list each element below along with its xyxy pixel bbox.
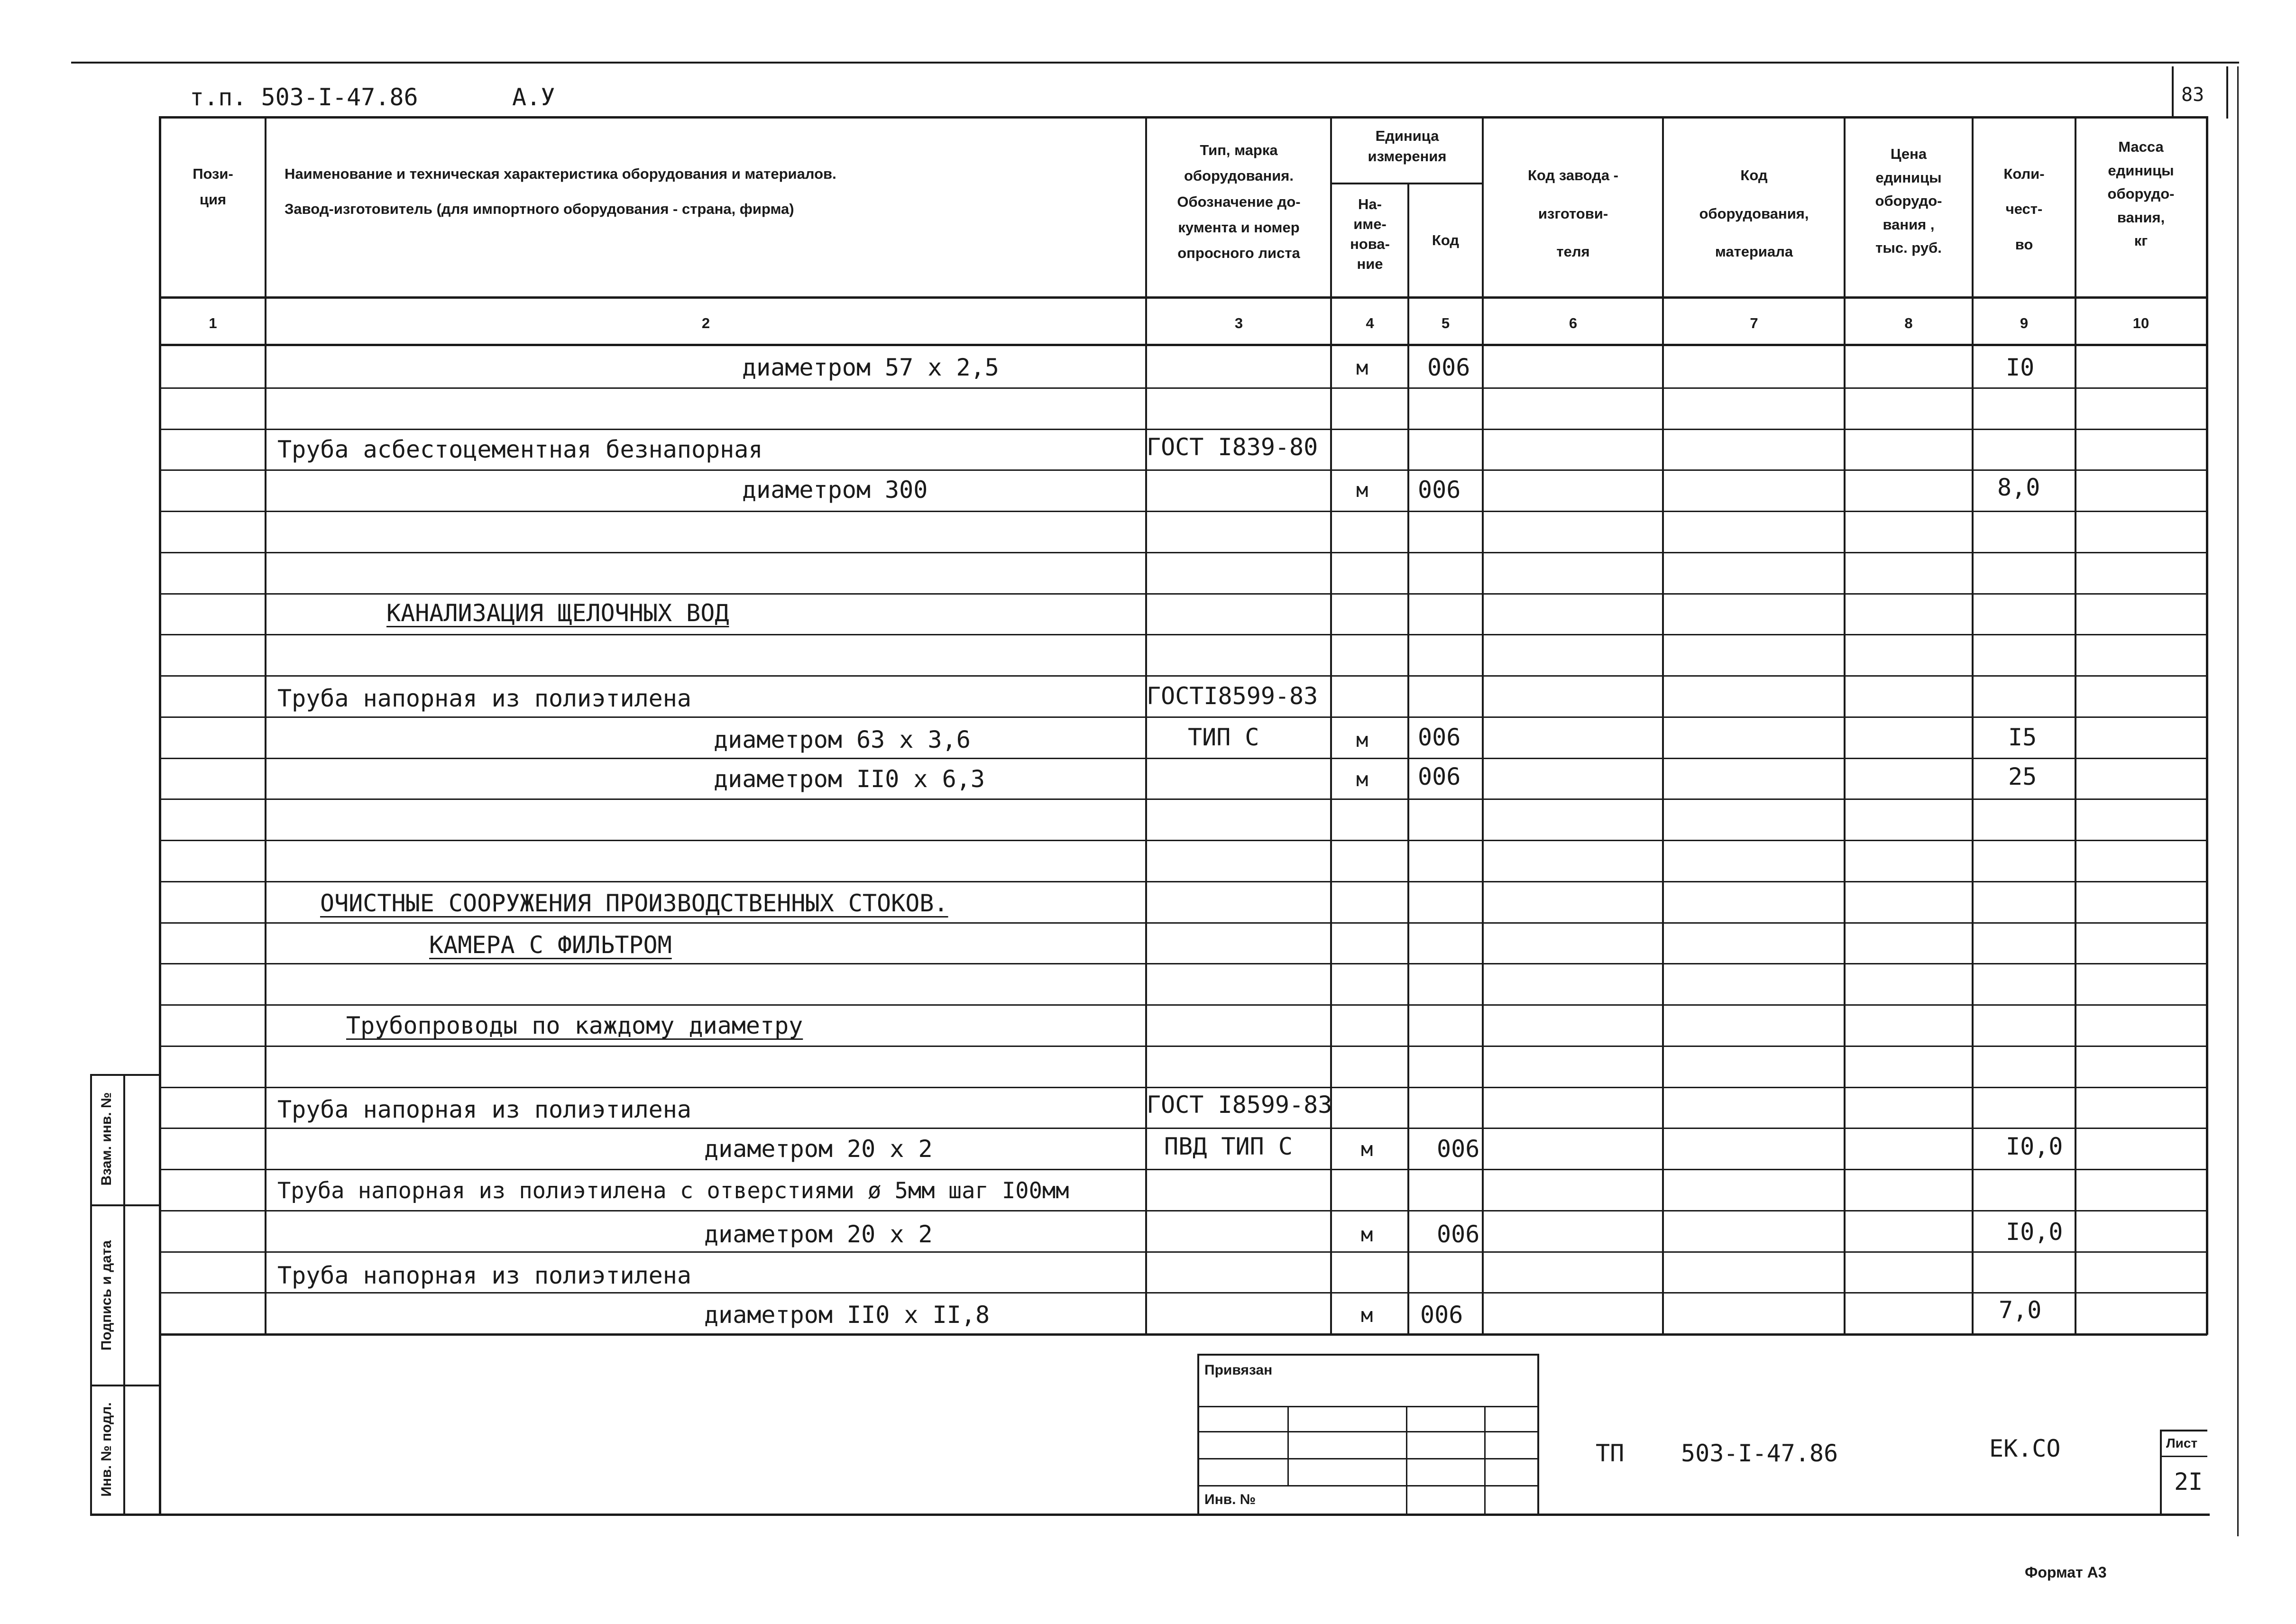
table-row-type: ГОСТ I839-80 [1147, 433, 1318, 461]
sheet-right-edge [2237, 66, 2239, 1536]
tb-list-label: Лист [2166, 1436, 2198, 1450]
page-mark: 83 [2181, 84, 2204, 106]
section-subheading: КАМЕРА С ФИЛЬТРОМ [429, 931, 672, 959]
table-row-type: ГОСТ I8599-83 [1147, 1091, 1332, 1119]
col-header-2: Наименование и техническая характеристика оборудования и материалов. Завод-изготовитель (для импортного оборудования - страна, фирма) [285, 165, 836, 218]
margin-podpis: Подпись и дата [99, 1240, 114, 1351]
table-row-qty: I0 [2006, 354, 2035, 381]
tb-left [1197, 1354, 1199, 1515]
table-row: диаметром II0 х 6,3 [714, 765, 985, 793]
row-separator [159, 1169, 2207, 1170]
table-row-unit: м [1361, 1303, 1373, 1327]
table-row-code: 006 [1418, 724, 1461, 751]
table-row: Труба напорная из полиэтилена [277, 1096, 691, 1123]
row-separator [159, 552, 2207, 553]
row-separator [159, 387, 2207, 389]
row-separator [159, 1128, 2207, 1129]
sheet-bottom-line [90, 1514, 2210, 1516]
table-row-unit: м [1361, 1223, 1373, 1246]
row-separator [159, 1087, 2207, 1088]
section-heading: КАНАЛИЗАЦИЯ ЩЕЛОЧНЫХ ВОД [386, 599, 729, 627]
page-mark-left-border [2172, 66, 2174, 119]
table-row-code: 006 [1427, 354, 1470, 381]
row-separator [159, 1251, 2207, 1253]
row-separator [159, 634, 2207, 635]
table-row-unit: м [1361, 1138, 1373, 1161]
table-row: диаметром 63 х 3,6 [714, 726, 971, 753]
tb-list-no: 2I [2174, 1468, 2203, 1496]
tb-col-1 [1287, 1406, 1289, 1486]
table-right-border [2206, 116, 2208, 1335]
col-number-7: 7 [1750, 315, 1758, 331]
col-header-9: Коли- чест- во [2003, 165, 2045, 253]
col-number-8: 8 [1904, 315, 1913, 331]
tb-inv-no: Инв. № [1204, 1492, 1256, 1507]
table-row: диаметром 300 [742, 476, 928, 504]
col-line-8 [1972, 116, 1974, 1335]
row-separator [159, 922, 2207, 924]
col-header-7: Код оборудования, материала [1699, 167, 1809, 260]
col-number-2: 2 [701, 315, 710, 331]
tb-mark: ЕК.СО [1989, 1435, 2061, 1462]
table-row-qty: 25 [2008, 763, 2037, 790]
table-row: диаметром 20 х 2 [704, 1220, 933, 1248]
section-subheading: Трубопроводы по каждому диаметру [346, 1012, 803, 1039]
table-row-qty: 8,0 [1997, 474, 2040, 501]
row-separator [159, 469, 2207, 471]
row-separator [159, 716, 2207, 718]
margin-mid-line [123, 1074, 125, 1515]
row-separator [159, 963, 2207, 964]
table-row-code: 006 [1418, 763, 1461, 790]
table-row: диаметром 20 х 2 [704, 1135, 933, 1163]
table-row-code: 006 [1420, 1301, 1463, 1329]
col-header-10: Масса единицы оборудо- вания, кг [2107, 138, 2175, 249]
tb-col-2 [1406, 1406, 1407, 1515]
table-bottom-border [159, 1333, 2207, 1336]
table-row-unit: м [1356, 728, 1368, 752]
table-row-code: 006 [1418, 476, 1461, 504]
numbers-separator [159, 344, 2207, 346]
tb-row-3 [1197, 1458, 1539, 1459]
list-box-sep [2160, 1456, 2207, 1457]
row-separator [159, 1004, 2207, 1006]
page-mark-right-border [2226, 66, 2228, 119]
table-row-code: 006 [1437, 1220, 1480, 1248]
section-code: А.У [512, 83, 555, 111]
table-row-type: ТИП С [1188, 724, 1259, 751]
col-number-9: 9 [2020, 315, 2029, 331]
col-header-8: Цена единицы оборудо- вания , тыс. руб. [1875, 146, 1942, 257]
margin-top-line [90, 1074, 161, 1076]
unit-subheader-line [1330, 183, 1482, 184]
table-row-unit: м [1356, 356, 1368, 379]
col-header-3: Тип, марка оборудования. Обозначение до- кумента и номер опросного листа [1177, 142, 1301, 261]
col-header-unit: Единица измерения [1368, 128, 1447, 165]
col-line-5 [1482, 116, 1484, 1335]
tb-row-4 [1197, 1485, 1539, 1486]
title-left-line [159, 1333, 161, 1516]
col-number-4: 4 [1366, 315, 1374, 331]
col-line-3 [1330, 116, 1332, 1335]
col-line-2 [1145, 116, 1147, 1335]
tb-right [1537, 1354, 1539, 1515]
col-header-1: Пози- ция [193, 165, 233, 208]
col-line-9 [2075, 116, 2076, 1335]
row-separator [159, 593, 2207, 595]
col-header-unit-code: Код [1432, 232, 1460, 248]
table-row: Труба асбестоцементная безнапорная [277, 436, 763, 463]
table-row: Труба напорная из полиэтилена с отверстиями ø 5мм шаг I00мм [277, 1178, 1069, 1204]
doc-code: т.п. 503-I-47.86 [190, 83, 418, 111]
col-header-6: Код завода - изготови- теля [1527, 167, 1618, 260]
col-line-1 [265, 116, 266, 1335]
row-separator [159, 429, 2207, 430]
col-number-5: 5 [1441, 315, 1450, 331]
header-separator [159, 296, 2207, 299]
table-row-qty: I0,0 [2006, 1218, 2063, 1246]
table-row-qty: I0,0 [2006, 1133, 2063, 1160]
table-left-border [159, 116, 161, 1335]
row-separator [159, 1292, 2207, 1294]
table-row-qty: 7,0 [1999, 1296, 2042, 1324]
table-row-type: ГОСТI8599-83 [1147, 682, 1318, 710]
top-rule [71, 62, 2239, 64]
table-top-border [159, 116, 2207, 119]
table-row: Труба напорная из полиэтилена [277, 685, 691, 712]
tb-privyazan: Привязан [1204, 1362, 1273, 1378]
row-separator [159, 511, 2207, 512]
row-separator [159, 798, 2207, 800]
margin-vzam: Взам. инв. № [99, 1092, 114, 1186]
col-line-6 [1662, 116, 1664, 1335]
list-box-left [2160, 1430, 2162, 1515]
col-number-10: 10 [2132, 315, 2149, 331]
tb-top [1197, 1354, 1539, 1356]
table-row: Труба напорная из полиэтилена [277, 1262, 691, 1289]
row-separator [159, 758, 2207, 759]
row-separator [159, 1046, 2207, 1047]
col-number-6: 6 [1569, 315, 1578, 331]
table-row: диаметром 57 х 2,5 [742, 354, 999, 381]
tb-tp: ТП [1596, 1440, 1625, 1467]
margin-left-line [90, 1074, 92, 1515]
section-heading: ОЧИСТНЫЕ СООРУЖЕНИЯ ПРОИЗВОДСТВЕННЫХ СТОКОВ. [320, 890, 948, 917]
table-row: диаметром II0 х II,8 [704, 1301, 990, 1329]
table-row-type: ПВД ТИП С [1164, 1133, 1293, 1160]
row-separator [159, 840, 2207, 841]
margin-inv: Инв. № подл. [99, 1402, 114, 1497]
row-separator [159, 675, 2207, 677]
table-row-qty: I5 [2008, 724, 2037, 751]
tb-code: 503-I-47.86 [1681, 1440, 1838, 1467]
col-line-7 [1844, 116, 1846, 1335]
row-separator [159, 881, 2207, 882]
col-number-1: 1 [209, 315, 217, 331]
tb-row-1 [1197, 1406, 1539, 1407]
col-number-3: 3 [1234, 315, 1243, 331]
table-row-code: 006 [1437, 1135, 1480, 1163]
tb-col-3 [1484, 1406, 1486, 1515]
table-row-unit: м [1356, 768, 1368, 791]
list-box-top [2160, 1430, 2207, 1431]
table-row-unit: м [1356, 478, 1368, 502]
col-header-unit-name: На- име- нова- ние [1350, 196, 1390, 272]
format-label: Формат А3 [2025, 1564, 2107, 1581]
row-separator [159, 1210, 2207, 1211]
tb-row-2 [1197, 1431, 1539, 1432]
